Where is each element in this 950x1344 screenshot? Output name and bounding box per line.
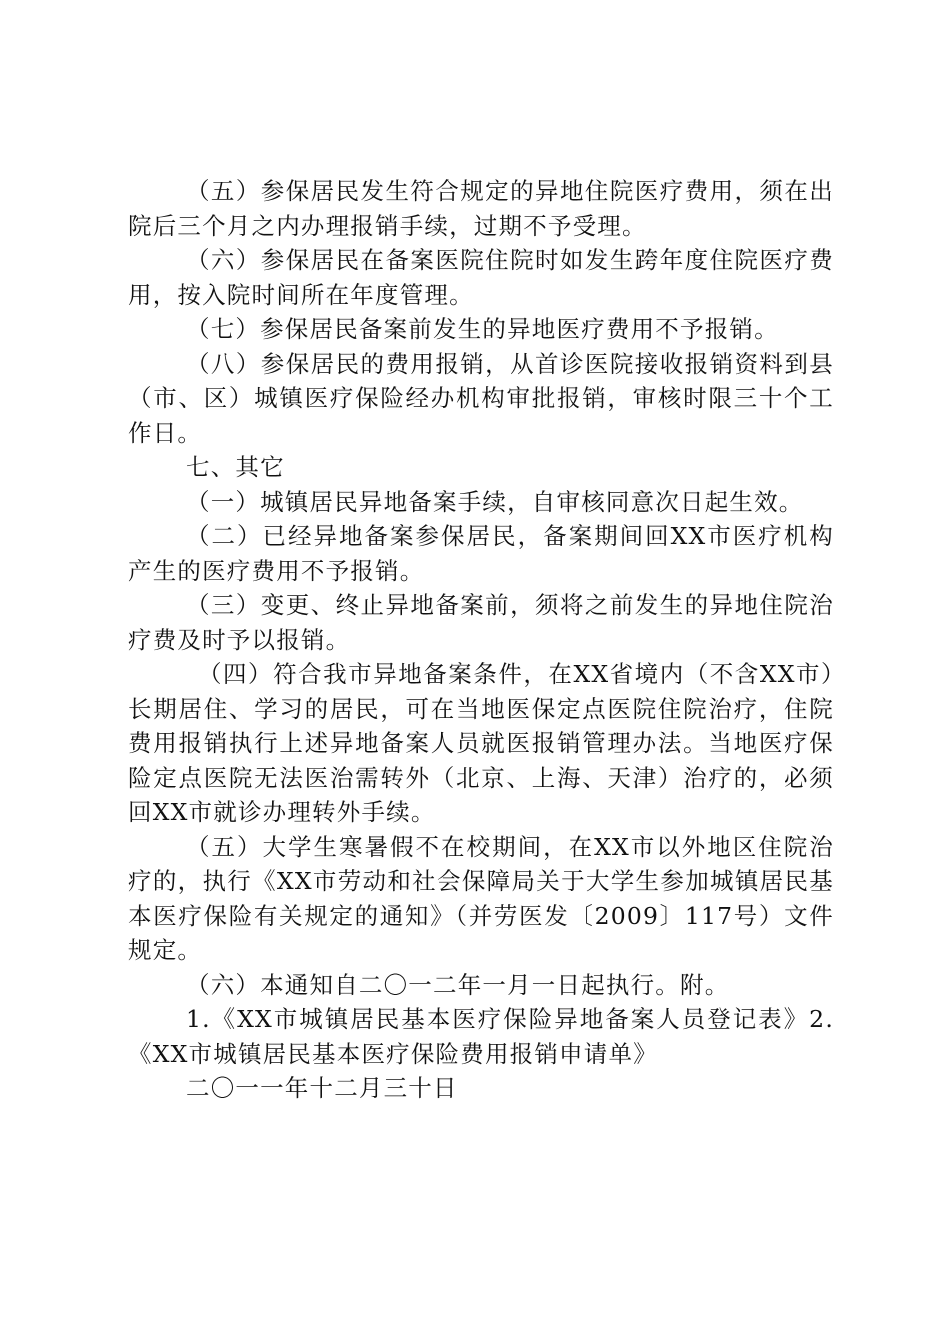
paragraph-8-review-period: （八）参保居民的费用报销，从首诊医院接收报销资料到县（市、区）城镇医疗保险经办机构审批报销，审核时限三十个工作日。 <box>128 349 834 447</box>
paragraph-6-cross-year: （六）参保居民在备案医院住院时如发生跨年度住院医疗费用，按入院时间所在年度管理。 <box>128 246 834 309</box>
attachments-list: 1.《XX市城镇居民基本医疗保险异地备案人员登记表》2.《XX市城镇居民基本医疗保险费用报销申请单》 <box>128 1005 834 1068</box>
paragraph-other-1: （一）城镇居民异地备案手续，自审核同意次日起生效。 <box>186 487 804 516</box>
paragraph-other-4: （四）符合我市异地备案条件，在XX省境内（不含XX市）长期居住、学习的居民，可在当地医保定点医院住院治疗，住院费用报销执行上述异地备案人员就医报销管理办法。当地医疗保险定点医院无法医治需转外（北京、上海、天津）治疗的，必须回XX市就诊办理转外手续。 <box>128 660 834 826</box>
paragraph-other-2: （二）已经异地备案参保居民，备案期间回XX市医疗机构产生的医疗费用不予报销。 <box>128 522 834 585</box>
paragraph-other-6: （六）本通知自二〇一二年一月一日起执行。附。 <box>186 970 730 999</box>
document-date: 二〇一一年十二月三十日 <box>186 1074 458 1102</box>
section-heading-other: 七、其它 <box>186 453 285 481</box>
paragraph-other-3: （三）变更、终止异地备案前，须将之前发生的异地住院治疗费及时予以报销。 <box>128 591 834 654</box>
paragraph-5-reimburse-deadline: （五）参保居民发生符合规定的异地住院医疗费用，须在出院后三个月之内办理报销手续，过期不予受理。 <box>128 177 834 240</box>
document-body <box>128 174 834 1106</box>
paragraph-other-5: （五）大学生寒暑假不在校期间，在XX市以外地区住院治疗的，执行《XX市劳动和社会保障局关于大学生参加城镇居民基本医疗保险有关规定的通知》（并劳医发〔2009〕117号）文件规定。 <box>128 832 834 964</box>
paragraph-7-pre-filing: （七）参保居民备案前发生的异地医疗费用不予报销。 <box>186 315 779 343</box>
